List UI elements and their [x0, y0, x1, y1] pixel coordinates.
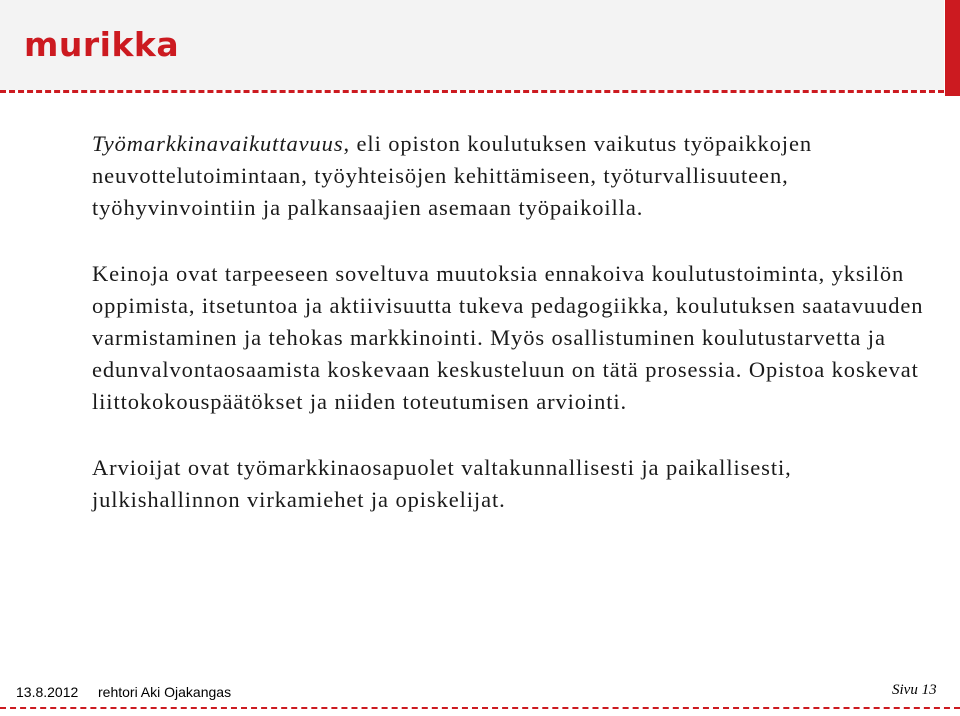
footer-divider: [0, 707, 960, 709]
paragraph-impact: [92, 128, 932, 224]
footer-date: 13.8.2012: [16, 684, 79, 700]
page-number: Sivu 13: [892, 682, 937, 698]
murikka-logo: murikka: [24, 25, 180, 64]
impact-text: , eli opiston koulutuksen vaikutus työpaikkojen neuvottelutoimintaan, työyhteisöjen kehittämiseen, työturvallisuuteen, työhyvinvointiin ja palkansaajien asemaan työpaikoilla.: [92, 131, 812, 220]
paragraph-means: Keinoja ovat tarpeeseen soveltuva muutoksia ennakoiva koulutustoiminta, yksilön oppimista, itsetuntoa ja aktiivisuutta tukeva pedagogiikka, koulutuksen saatavuuden varmistaminen ja tehokas markkinointi. Myös osallistuminen koulutustarvetta ja edunvalvontaosaamista koskevaan keskusteluun on tätä prosessia. Opistoa koskevat liittokokouspäätökset ja niiden toteutumisen arviointi.: [92, 261, 924, 414]
footer: [0, 676, 960, 716]
slide-content: [92, 128, 932, 516]
header-divider: [0, 90, 944, 93]
paragraph-evaluators: Arvioijat ovat työmarkkinaosapuolet valtakunnallisesti ja paikallisesti, julkishallinnon virkamiehet ja opiskelijat.: [92, 455, 792, 512]
footer-author: rehtori Aki Ojakangas: [98, 684, 232, 700]
accent-bar: [945, 0, 960, 96]
impact-term: Työmarkkinavaikuttavuus: [92, 131, 344, 156]
